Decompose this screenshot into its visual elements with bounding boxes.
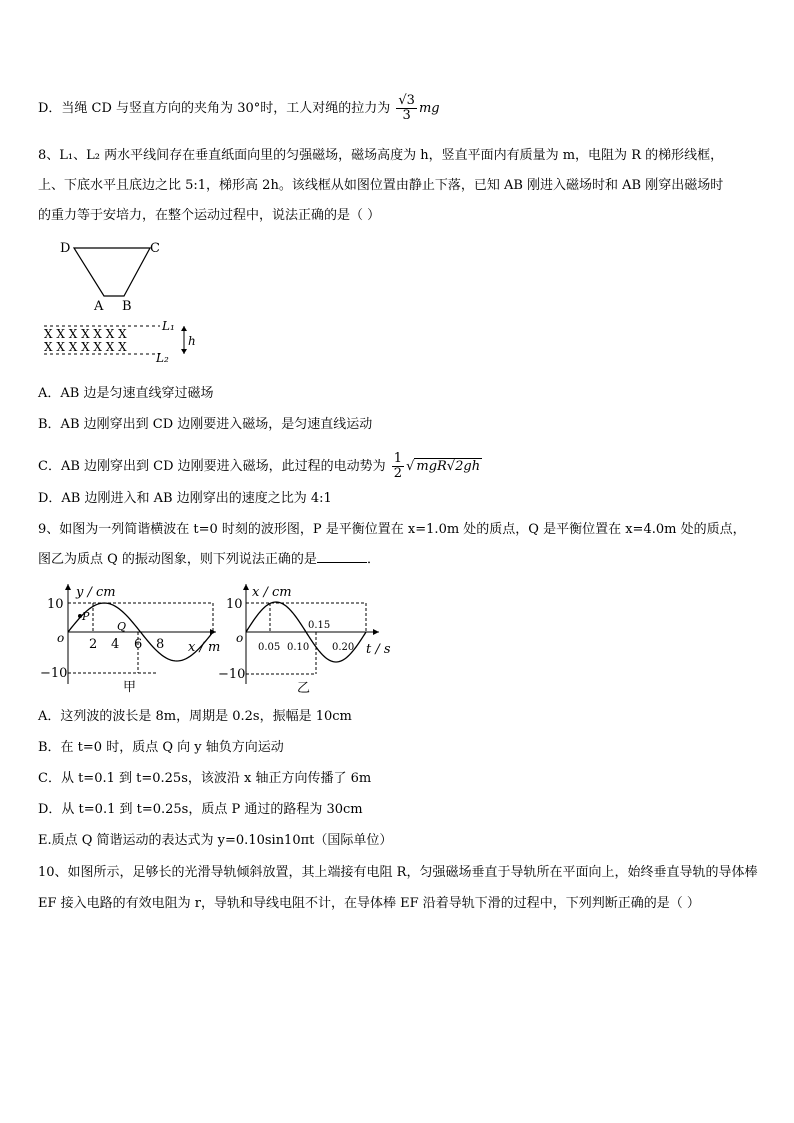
q9-stem-line1: 9、如图为一列简谐横波在 t=0 时刻的波形图，P 是平衡位置在 x=1.0m 处的质点，Q 是平衡位置在 x=4.0m 处的质点， [38, 522, 746, 537]
vibration-graph-yi [214, 578, 394, 698]
jia-y-arrow [65, 584, 71, 590]
wave-graph-jia [38, 578, 223, 696]
label-b: B [122, 299, 132, 314]
q8-option-c: C．AB 边刚穿出到 CD 边刚要进入磁场，此过程的电动势为 $\frac{1}{2}$ √ mgR√2gh [38, 451, 481, 481]
q8-trapezoid-figure [38, 234, 208, 370]
jia-ytick-bottom: −10 [40, 666, 68, 681]
label-a: A [94, 299, 104, 314]
yi-title: 乙 [297, 681, 311, 696]
yi-ytick-bottom: −10 [218, 667, 246, 682]
point-p-label: P [82, 610, 90, 623]
yi-ytick-top: 10 [226, 597, 243, 612]
jia-xtick-2: 2 [89, 637, 98, 652]
q9-option-e: E.质点 Q 简谐运动的表达式为 y=0.10sin10πt（国际单位） [38, 833, 393, 848]
yi-x-arrow [373, 629, 379, 635]
q8-stem-line2: 上、下底水平且底边之比 5:1，梯形高 2h。该线框从如图位置由静止下落，已知 AB 刚进入磁场时和 AB 刚穿出磁场时 [38, 178, 724, 193]
q7-fraction-num: √3 [398, 93, 415, 108]
q8-option-c-fraction [392, 452, 404, 481]
jia-origin: o [57, 631, 65, 645]
yi-xlabel: t / s [366, 642, 391, 657]
jia-ylabel: y / cm [76, 585, 116, 600]
yi-ylabel: x / cm [252, 585, 292, 600]
yi-xtick-020: 0.20 [332, 642, 355, 653]
q8-option-a: A．AB 边是匀速直线穿过磁场 [38, 386, 214, 401]
yi-xtick-015: 0.15 [308, 620, 331, 631]
q8-fraction-den: 2 [393, 466, 403, 481]
jia-title: 甲 [123, 680, 137, 695]
q8-fraction-num: 1 [393, 451, 403, 466]
q9-option-d: D．从 t=0.1 到 t=0.25s，质点 P 通过的路程为 30cm [38, 802, 363, 817]
q8-option-d: D．AB 边刚进入和 AB 边刚穿出的速度之比为 4:1 [38, 491, 332, 506]
jia-xtick-4: 4 [111, 637, 120, 652]
q7-fraction [396, 94, 417, 123]
q8-option-b: B．AB 边刚穿出到 CD 边刚要进入磁场，是匀速直线运动 [38, 417, 373, 432]
jia-xlabel: x / m [188, 640, 221, 655]
jia-xtick-8: 8 [156, 637, 165, 652]
q7-option-d [38, 94, 440, 123]
yi-y-arrow [243, 584, 249, 590]
q9-stem-line2-post: ． [366, 552, 380, 567]
field-row-1: X X X X X X X [44, 327, 127, 341]
label-c: C [150, 241, 160, 256]
q8-option-c-text: C．AB 边刚穿出到 CD 边刚要进入磁场，此过程的电动势为 [38, 459, 386, 474]
trapezoid-frame [74, 248, 150, 296]
yi-xtick-010: 0.10 [287, 642, 310, 653]
point-q-label: Q [117, 620, 127, 633]
q9-option-b: B．在 t=0 时，质点 Q 向 y 轴负方向运动 [38, 740, 284, 755]
q8-option-c-sqrt: mgR√2gh [416, 459, 481, 474]
label-d: D [60, 241, 71, 256]
q9-stem-line2-text: 图乙为质点 Q 的振动图象，则下列说法正确的是 [38, 552, 317, 567]
h-arrow-down [181, 349, 187, 354]
q9-stem-line2 [38, 550, 380, 570]
h-arrow-up [181, 326, 187, 331]
q7-fraction-den: 3 [402, 108, 411, 123]
q8-stem-line3: 的重力等于安培力，在整个运动过程中，说法正确的是（ ） [38, 208, 381, 223]
label-l1: L₁ [162, 319, 175, 333]
label-l2: L₂ [156, 351, 169, 365]
q9-option-c: C．从 t=0.1 到 t=0.25s，该波沿 x 轴正方向传播了 6m [38, 771, 372, 786]
answer-blank [317, 550, 367, 563]
yi-xtick-005: 0.05 [258, 642, 281, 653]
q10-stem: 10、如图所示，足够长的光滑导轨倾斜放置，其上端接有电阻 R，匀强磁场垂直于导轨所在平面向上，始终垂直导轨的导体棒 EF 接入电路的有效电阻为 r，导轨和导线电阻不计，在导体棒 EF 沿着导轨下滑的过程中，下列判断正确的是（ ） [38, 865, 758, 911]
q7-option-d-tail: mg [418, 101, 440, 116]
field-row-2: X X X X X X X [44, 340, 127, 354]
q9-option-a: A．这列波的波长是 8m，周期是 0.2s，振幅是 10cm [38, 709, 352, 724]
yi-origin: o [236, 631, 244, 645]
q8-stem-line1: 8、L₁、L₂ 两水平线间存在垂直纸面向里的匀强磁场，磁场高度为 h，竖直平面内有质量为 m，电阻为 R 的梯形线框， [38, 148, 724, 163]
jia-ytick-top: 10 [47, 597, 64, 612]
q7-option-d-text: D．当绳 CD 与竖直方向的夹角为 30°时，工人对绳的拉力为 [38, 101, 391, 116]
jia-xtick-6: 6 [134, 637, 143, 652]
label-h: h [188, 334, 196, 348]
